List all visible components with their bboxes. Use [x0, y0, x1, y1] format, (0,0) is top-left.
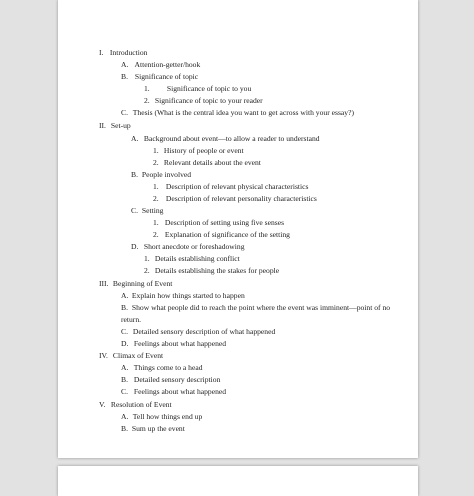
section-title: Resolution of Event: [110, 400, 172, 409]
subitem-text: Relevant details about the event: [163, 158, 261, 167]
section-marker: IV.: [99, 351, 108, 360]
item-marker: B.: [131, 170, 138, 179]
outline-item: [121, 303, 390, 313]
outline-item: [121, 291, 245, 301]
outline-item: [121, 339, 226, 349]
subitem-marker: 2.: [153, 158, 159, 167]
outline-item: [121, 60, 200, 70]
section-title: Introduction: [109, 48, 148, 57]
item-text: Attention-getter/hook: [134, 60, 201, 69]
item-text: Detailed sensory description of what happened: [132, 327, 276, 336]
outline-subitem: [144, 84, 251, 94]
item-marker: D.: [131, 242, 139, 251]
item-text: Feelings about what happened: [133, 339, 227, 348]
outline-subitem: [144, 266, 279, 276]
outline-item: [121, 387, 226, 397]
item-marker: C.: [131, 206, 138, 215]
subitem-text: Details establishing the stakes for people: [154, 266, 280, 275]
subitem-text: Description of relevant personality characteristics: [165, 194, 317, 203]
item-text: People involved: [141, 170, 192, 179]
item-text: Explain how things started to happen: [131, 291, 245, 300]
section-marker: I.: [99, 48, 104, 57]
section-title: Climax of Event: [112, 351, 164, 360]
subitem-text: Significance of topic to your reader: [154, 96, 263, 105]
item-marker: B.: [121, 303, 128, 312]
outline-subitem: [153, 146, 244, 156]
outline-item: [121, 108, 354, 118]
item-marker: C.: [121, 387, 128, 396]
outline-item: [121, 327, 275, 337]
item-text: Show what people did to reach the point where the event was imminent—point of no: [131, 303, 391, 312]
section-title: Set-up: [110, 121, 131, 130]
item-text: Setting: [141, 206, 164, 215]
subitem-marker: 2.: [153, 194, 159, 203]
section-title: Beginning of Event: [112, 279, 173, 288]
item-marker: B.: [121, 424, 128, 433]
item-text: Significance of topic: [134, 72, 199, 81]
subitem-marker: 2.: [144, 266, 150, 275]
outline-item: [131, 206, 163, 216]
outline-subitem: [153, 230, 290, 240]
outline-subitem: [144, 254, 240, 264]
item-text: Sum up the event: [131, 424, 185, 433]
subitem-marker: 2.: [153, 230, 159, 239]
item-text: Things come to a head: [133, 363, 203, 372]
subitem-marker: 1.: [144, 254, 150, 263]
subitem-marker: 1.: [153, 218, 159, 227]
outline-subitem: [153, 158, 261, 168]
section-marker: II.: [99, 121, 106, 130]
item-text: Feelings about what happened: [133, 387, 227, 396]
item-text: return.: [121, 315, 142, 324]
outline-item: [121, 363, 203, 373]
item-marker: A.: [131, 134, 139, 143]
item-text: Short anecdote or foreshadowing: [143, 242, 245, 251]
item-marker: D.: [121, 339, 129, 348]
subitem-marker: 1.: [153, 182, 159, 191]
item-marker: B.: [121, 72, 128, 81]
subitem-text: Details establishing conflict: [154, 254, 240, 263]
item-marker: B.: [121, 375, 128, 384]
outline-item: [121, 375, 220, 385]
item-text: Background about event—to allow a reader to understand: [143, 134, 320, 143]
section-beginning-of-event: [99, 279, 172, 289]
subitem-text: Explanation of significance of the setting: [164, 230, 290, 239]
section-marker: V.: [99, 400, 106, 409]
section-introduction: [99, 48, 147, 58]
subitem-text: Description of relevant physical characteristics: [165, 182, 309, 191]
subitem-marker: 1.: [153, 146, 159, 155]
outline-item-continuation: [121, 315, 141, 325]
subitem-text: Description of setting using five senses: [164, 218, 285, 227]
item-text: Detailed sensory description: [133, 375, 221, 384]
outline-item: [121, 72, 198, 82]
outline-subitem: [144, 96, 263, 106]
section-marker: III.: [99, 279, 109, 288]
subitem-text: Significance of topic to you: [166, 84, 252, 93]
outline-item: [131, 242, 245, 252]
item-text: Tell how things end up: [132, 412, 203, 421]
outline-subitem: [153, 194, 317, 204]
outline-subitem: [153, 218, 284, 228]
item-marker: A.: [121, 60, 129, 69]
section-climax-of-event: [99, 351, 163, 361]
subitem-marker: 2.: [144, 96, 150, 105]
section-resolution-of-event: [99, 400, 172, 410]
subitem-text: History of people or event: [163, 146, 244, 155]
outline-item: [131, 170, 191, 180]
item-marker: A.: [121, 363, 129, 372]
item-marker: C.: [121, 327, 128, 336]
item-marker: A.: [121, 412, 129, 421]
item-text: Thesis (What is the central idea you want to get across with your essay?): [132, 108, 354, 117]
outline-item: [121, 424, 185, 434]
outline-subitem: [153, 182, 308, 192]
subitem-marker: 1.: [144, 84, 150, 93]
section-setup: [99, 121, 131, 131]
item-marker: C.: [121, 108, 128, 117]
outline-item: [121, 412, 202, 422]
outline-item: [131, 134, 320, 144]
item-marker: A.: [121, 291, 129, 300]
